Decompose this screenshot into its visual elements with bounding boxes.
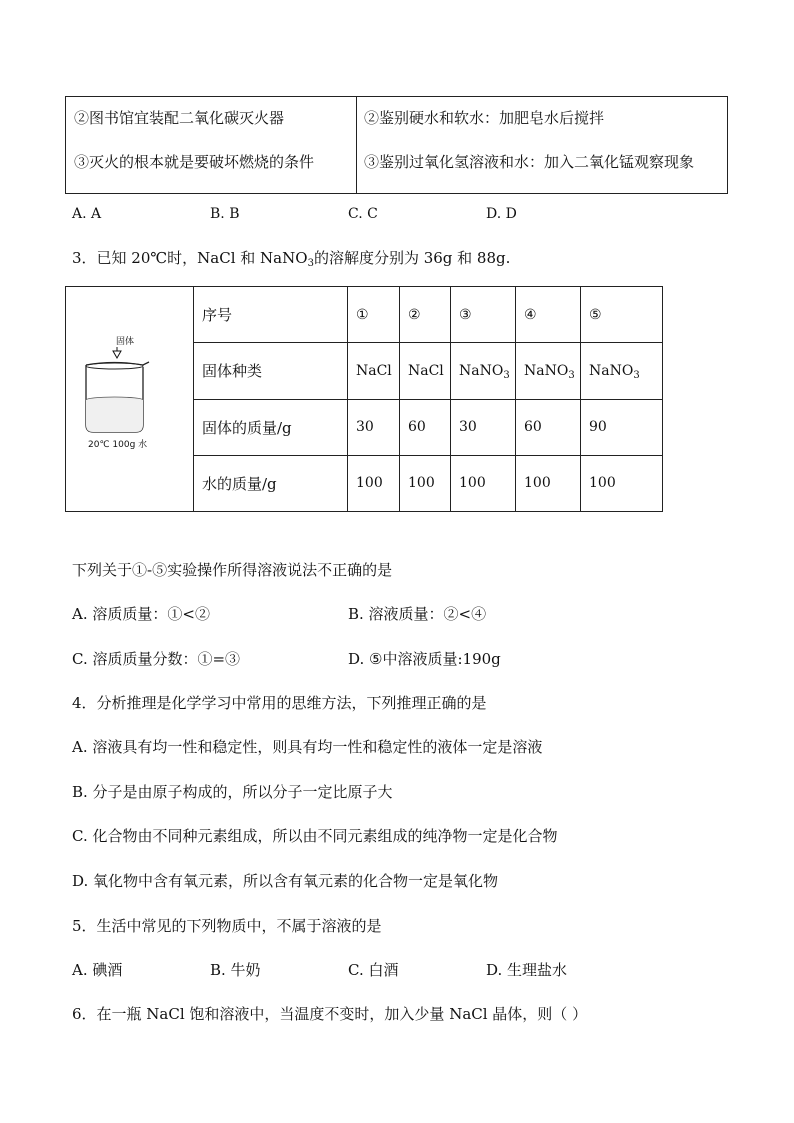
option-table (65, 96, 728, 194)
q3-question: 下列关于①-⑤实验操作所得溶液说法不正确的是 (72, 561, 393, 579)
solid-cell: NaNO$_3$ (516, 343, 581, 399)
beaker-icon (66, 287, 193, 507)
solid-cell: NaCl (348, 343, 400, 399)
table-divider (356, 97, 357, 193)
table-left-row-2: ③灭火的根本就是要破坏燃烧的条件 (74, 153, 315, 171)
q3-option-d: D. ⑤中溶液质量:190g (348, 650, 501, 668)
q2-option-c: C. C (348, 206, 378, 222)
q3-stem: 3．已知 20℃时，NaCl 和 NaNO$_3$的溶解度分别为 36g 和 88g. (72, 249, 511, 269)
solid-mass-cell: 90 (581, 399, 663, 455)
table-right-row-2: ③鉴别过氧化氢溶液和水：加入二氧化锰观察现象 (364, 153, 695, 171)
header-water-mass: 水的质量/g (194, 455, 348, 511)
solid-mass-cell: 60 (516, 399, 581, 455)
solid-mass-cell: 60 (400, 399, 451, 455)
q3-option-c: C. 溶质质量分数：①=③ (72, 650, 241, 668)
water-mass-cell: 100 (400, 455, 451, 511)
beaker-label-top: 固体 (116, 337, 135, 347)
solid-cell: NaNO$_3$ (451, 343, 516, 399)
beaker-figure-cell (66, 287, 194, 512)
water-mass-cell: 100 (348, 455, 400, 511)
solid-cell: NaNO$_3$ (581, 343, 663, 399)
q6-stem: 6．在一瓶 NaCl 饱和溶液中，当温度不变时，加入少量 NaCl 晶体，则（ ） (72, 1005, 588, 1023)
q5-option-a: A. 碘酒 (72, 961, 123, 979)
q4-option-b: B. 分子是由原子构成的，所以分子一定比原子大 (72, 783, 393, 801)
q2-option-d: D. D (486, 206, 517, 222)
serial-cell: ⑤ (581, 287, 663, 343)
beaker-label-bottom: 20℃ 100g 水 (88, 440, 148, 450)
serial-cell: ④ (516, 287, 581, 343)
water-mass-cell: 100 (516, 455, 581, 511)
q2-option-a: A. A (72, 206, 102, 222)
table-left-row-1: ②图书馆宜装配二氧化碳灭火器 (74, 109, 285, 127)
solid-mass-cell: 30 (451, 399, 516, 455)
q4-stem: 4．分析推理是化学学习中常用的思维方法，下列推理正确的是 (72, 694, 487, 712)
q3-option-a: A. 溶质质量：①<② (72, 605, 210, 623)
q4-option-c: C. 化合物由不同种元素组成，所以由不同元素组成的纯净物一定是化合物 (72, 827, 558, 845)
q5-option-c: C. 白酒 (348, 961, 399, 979)
table-right-row-1: ②鉴别硬水和软水：加肥皂水后搅拌 (364, 109, 605, 127)
q5-option-b: B. 牛奶 (210, 961, 261, 979)
q5-option-d: D. 生理盐水 (486, 961, 568, 979)
q4-option-d: D. 氧化物中含有氧元素，所以含有氧元素的化合物一定是氧化物 (72, 872, 499, 890)
solubility-table (65, 286, 663, 512)
header-solid-type: 固体种类 (194, 343, 348, 399)
solid-mass-cell: 30 (348, 399, 400, 455)
serial-cell: ③ (451, 287, 516, 343)
q5-stem: 5．生活中常见的下列物质中，不属于溶液的是 (72, 917, 382, 935)
serial-cell: ② (400, 287, 451, 343)
header-solid-mass: 固体的质量/g (194, 399, 348, 455)
q4-option-a: A. 溶液具有均一性和稳定性，则具有均一性和稳定性的液体一定是溶液 (72, 738, 543, 756)
header-serial: 序号 (194, 287, 348, 343)
water-mass-cell: 100 (451, 455, 516, 511)
solid-cell: NaCl (400, 343, 451, 399)
serial-cell: ① (348, 287, 400, 343)
water-mass-cell: 100 (581, 455, 663, 511)
q3-option-b: B. 溶液质量：②<④ (348, 605, 487, 623)
q2-option-b: B. B (210, 206, 240, 222)
